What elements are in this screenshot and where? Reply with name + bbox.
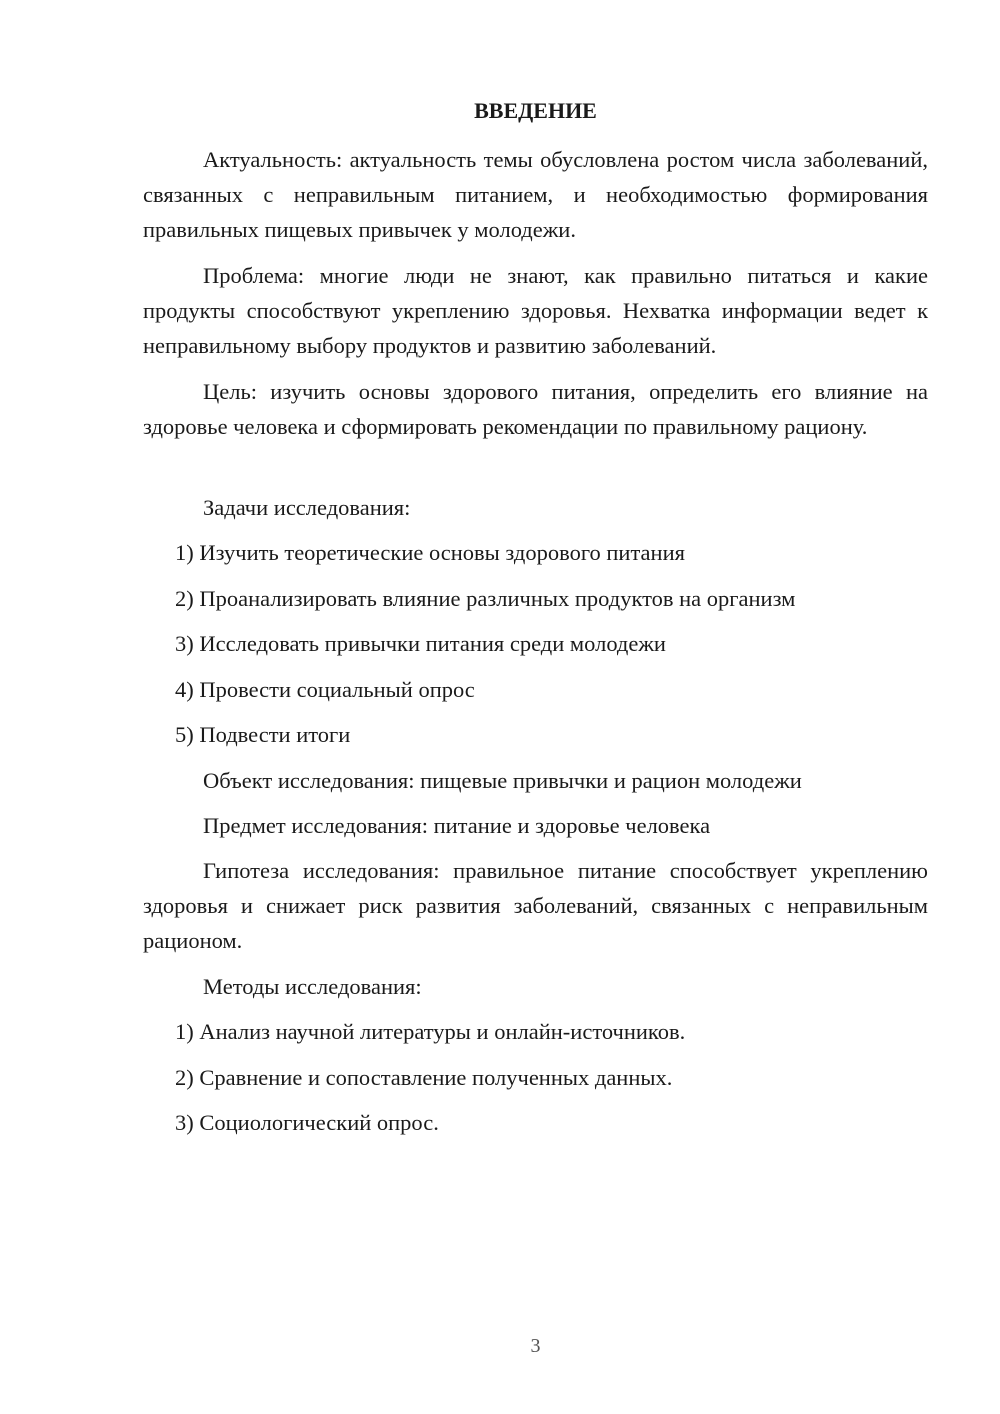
task-item: 3) Исследовать привычки питания среди молодежи [175, 631, 666, 656]
research-subject: Предмет исследования: питание и здоровье человека [203, 813, 711, 838]
method-item: 2) Сравнение и сопоставление полученных данных. [175, 1065, 673, 1090]
paragraph-problem: Проблема: многие люди не знают, как правильно питаться и какие продукты способствуют укреплению здоровья. Нехватка информации ведет к неправильному выбору продуктов и развитию заболеваний. [143, 263, 928, 358]
task-item: 1) Изучить теоретические основы здорового питания [175, 540, 685, 565]
method-item: 1) Анализ научной литературы и онлайн-источников. [175, 1019, 686, 1044]
page-title: ВВЕДЕНИЕ [474, 98, 597, 123]
research-object: Объект исследования: пищевые привычки и рацион молодежи [203, 768, 802, 793]
paragraph-hypothesis: Гипотеза исследования: правильное питание способствует укреплению здоровья и снижает риск развития заболеваний, связанных с неправильным рационом. [143, 858, 928, 953]
method-item: 3) Социологический опрос. [175, 1110, 439, 1135]
task-item: 5) Подвести итоги [175, 722, 351, 747]
paragraph-goal: Цель: изучить основы здорового питания, определить его влияние на здоровье человека и сформировать рекомендации по правильному рациону. [143, 379, 928, 439]
paragraph-relevance: Актуальность: актуальность темы обусловлена ростом числа заболеваний, связанных с неправильным питанием, и необходимостью формирования правильных пищевых привычек у молодежи. [143, 147, 928, 242]
page-number: 3 [530, 1335, 541, 1357]
task-item: 2) Проанализировать влияние различных продуктов на организм [175, 586, 796, 611]
methods-heading: Методы исследования: [203, 974, 422, 999]
task-item: 4) Провести социальный опрос [175, 677, 475, 702]
tasks-heading: Задачи исследования: [203, 495, 411, 520]
